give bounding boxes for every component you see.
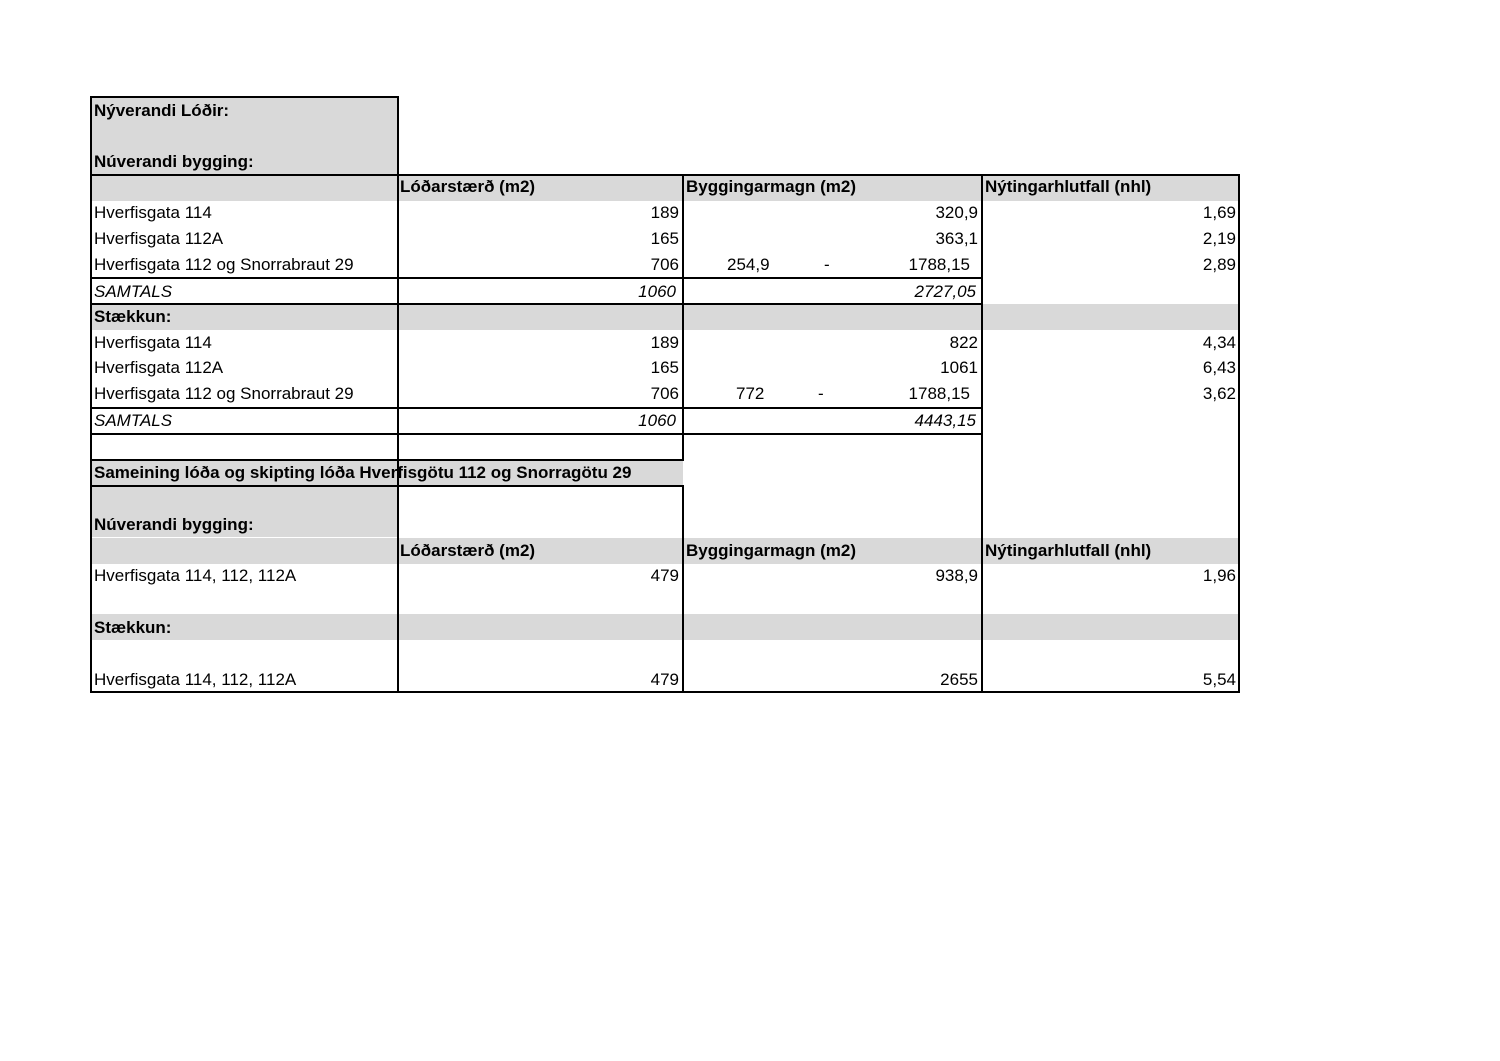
row-building-dash: - bbox=[818, 384, 824, 403]
row-ratio: 2,89 bbox=[1202, 255, 1236, 274]
row-name: Hverfisgata 112 og Snorrabraut 29 bbox=[94, 255, 354, 274]
header-ratio: Nýtingarhlutfall (nhl) bbox=[985, 177, 1152, 196]
row-lot: 706 bbox=[650, 255, 679, 274]
grid-line bbox=[682, 174, 684, 461]
total-building: 2727,05 bbox=[914, 282, 976, 301]
section2-title: Sameining lóða og skipting lóða Hverfisgötu 112 og Snorragötu 29 bbox=[94, 463, 632, 482]
row-building: 1788,15 bbox=[908, 255, 970, 274]
row-building: 363,1 bbox=[935, 229, 978, 248]
row-building: 320,9 bbox=[935, 203, 978, 222]
row-building: 1061 bbox=[940, 358, 978, 377]
grid-line bbox=[682, 485, 684, 693]
row-name: Hverfisgata 114 bbox=[94, 333, 212, 352]
grid-line bbox=[397, 96, 399, 693]
row-building: 1788,15 bbox=[908, 384, 970, 403]
header-lot-size: Lóðarstærð (m2) bbox=[400, 177, 536, 196]
row-ratio: 1,69 bbox=[1202, 203, 1236, 222]
row-lot: 189 bbox=[650, 203, 679, 222]
row-ratio: 2,19 bbox=[1202, 229, 1236, 248]
row-name: Hverfisgata 112A bbox=[94, 229, 224, 248]
row-ratio: 4,34 bbox=[1202, 333, 1236, 352]
row-name: Hverfisgata 112 og Snorrabraut 29 bbox=[94, 384, 354, 403]
grid-line bbox=[90, 96, 92, 693]
total-building: 4443,15 bbox=[914, 411, 976, 430]
total-lot: 1060 bbox=[638, 282, 676, 301]
row-name: Hverfisgata 114, 112, 112A bbox=[94, 566, 297, 585]
row-building: 822 bbox=[949, 333, 978, 352]
row-building-dash: - bbox=[824, 255, 830, 274]
header-lot-size: Lóðarstærð (m2) bbox=[400, 541, 536, 560]
section2-subtitle: Núverandi bygging: bbox=[94, 515, 254, 534]
row-name: Hverfisgata 114, 112, 112A bbox=[94, 670, 297, 689]
row-name: Hverfisgata 112A bbox=[94, 358, 224, 377]
row-ratio: 1,96 bbox=[1202, 566, 1236, 585]
grid-line bbox=[981, 174, 983, 693]
row-lot: 165 bbox=[650, 229, 679, 248]
row-lot: 189 bbox=[650, 333, 679, 352]
header-ratio: Nýtingarhlutfall (nhl) bbox=[985, 541, 1152, 560]
total-lot: 1060 bbox=[638, 411, 676, 430]
total-label: SAMTALS bbox=[94, 411, 173, 430]
expansion-label: Stækkun: bbox=[94, 618, 172, 637]
row-ratio: 3,62 bbox=[1202, 384, 1236, 403]
row-building-from: 772 bbox=[736, 384, 765, 403]
header-building: Byggingarmagn (m2) bbox=[686, 177, 857, 196]
expansion-label: Stækkun: bbox=[94, 307, 172, 326]
row-ratio: 5,54 bbox=[1202, 670, 1236, 689]
row-lot: 479 bbox=[650, 566, 679, 585]
row-name: Hverfisgata 114 bbox=[94, 203, 212, 222]
row-lot: 165 bbox=[650, 358, 679, 377]
row-ratio: 6,43 bbox=[1202, 358, 1236, 377]
grid-line bbox=[1238, 174, 1240, 693]
section2-expansion-row-fill bbox=[91, 614, 1239, 640]
row-building-from: 254,9 bbox=[727, 255, 770, 274]
row-lot: 479 bbox=[650, 670, 679, 689]
section-subtitle: Núverandi bygging: bbox=[94, 152, 254, 171]
row-building: 938,9 bbox=[935, 566, 978, 585]
row-building: 2655 bbox=[940, 670, 978, 689]
section-title: Nýverandi Lóðir: bbox=[94, 101, 230, 120]
row-lot: 706 bbox=[650, 384, 679, 403]
expansion-row-fill bbox=[91, 304, 1239, 330]
total-label: SAMTALS bbox=[94, 282, 173, 301]
header-building: Byggingarmagn (m2) bbox=[686, 541, 857, 560]
